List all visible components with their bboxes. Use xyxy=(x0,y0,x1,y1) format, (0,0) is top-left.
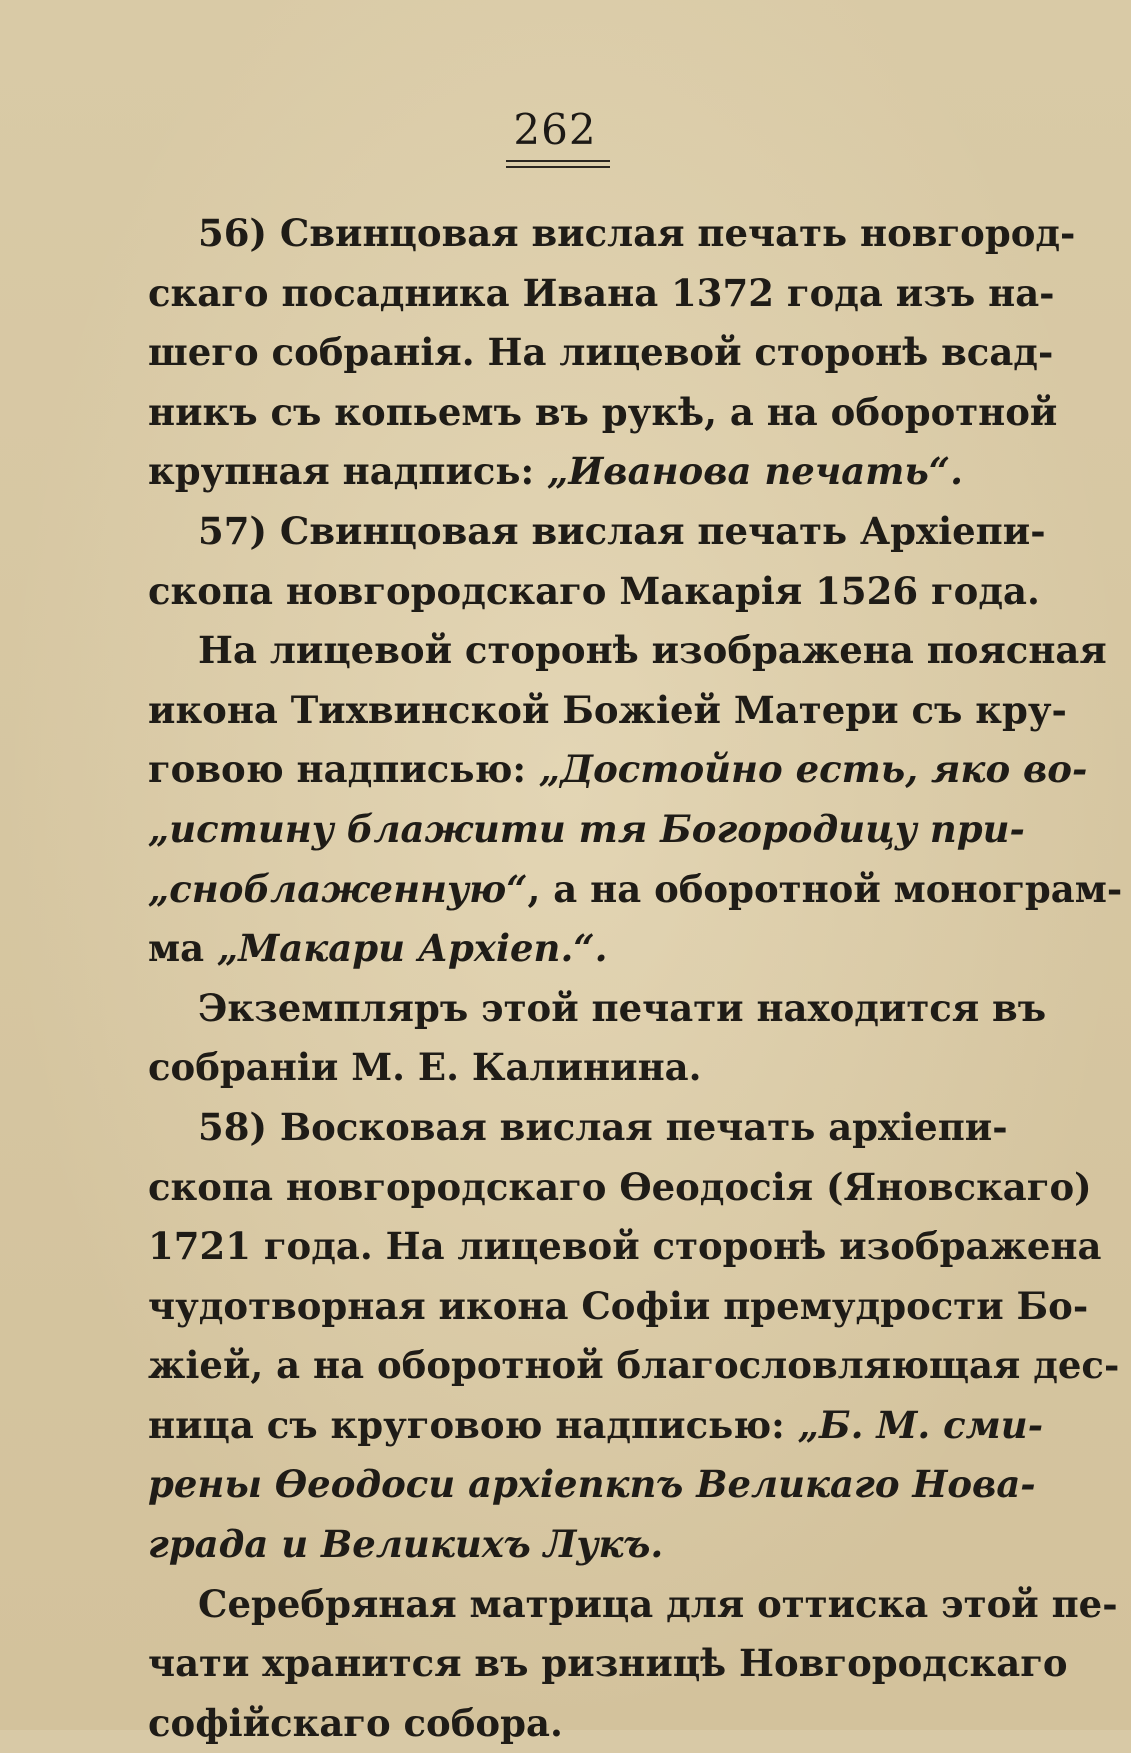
text-line xyxy=(148,1277,1089,1337)
text-segment: жіей, а на оборотной благословляющая дес- xyxy=(148,1343,1120,1388)
text-segment: Экземпляръ этой печати находится въ xyxy=(198,985,1047,1030)
text-line xyxy=(148,860,1123,920)
text-segment: 58) Восковая вислая печать архіепи- xyxy=(198,1104,1008,1149)
text-segment: 57) Свинцовая вислая печать Архіепи- xyxy=(198,508,1046,553)
text-line xyxy=(148,1575,1118,1635)
text-line xyxy=(148,1396,1044,1456)
italic-text: „Иванова печать“. xyxy=(547,449,963,494)
italic-text: „Б. М. сми- xyxy=(797,1402,1044,1447)
text-segment: крупная надпись: xyxy=(148,449,548,494)
text-line xyxy=(148,800,1025,860)
page-number-rule-bottom xyxy=(506,166,610,168)
page-number: 262 xyxy=(513,105,597,154)
text-segment: скопа новгородскаго Ѳеодосія (Яновскаго) xyxy=(148,1164,1092,1209)
text-line xyxy=(148,1634,1068,1694)
italic-text: „Макари Архіеп.“. xyxy=(217,926,608,971)
text-line xyxy=(148,383,1058,443)
text-line xyxy=(148,681,1067,741)
text-segment: скаго посадника Ивана 1372 года изъ на- xyxy=(148,270,1055,315)
text-segment: ма xyxy=(148,926,217,971)
text-segment: шего собранія. На лицевой сторонѣ всад- xyxy=(148,330,1054,375)
text-line xyxy=(148,740,1088,800)
text-segment: ница съ круговою надписью: xyxy=(148,1402,798,1447)
text-line xyxy=(148,502,1046,562)
body-text xyxy=(148,204,1123,1753)
text-segment: никъ съ копьемъ въ рукѣ, а на оборотной xyxy=(148,389,1058,434)
text-line xyxy=(148,1158,1092,1218)
text-segment: 56) Свинцовая вислая печать новгород- xyxy=(198,211,1076,255)
text-segment: скопа новгородскаго Макарія 1526 года. xyxy=(148,568,1040,613)
text-line xyxy=(148,264,1055,324)
text-segment: говою надписью: xyxy=(148,747,539,792)
page-number-rule-top xyxy=(506,160,610,162)
text-line xyxy=(148,204,1076,264)
italic-text: „снoблаженную“ xyxy=(148,866,528,911)
text-segment: На лицевой сторонѣ изображена поясная xyxy=(198,628,1107,673)
text-line xyxy=(148,919,984,979)
text-line xyxy=(148,562,1040,622)
italic-text: „Достойно есть, яко во- xyxy=(538,747,1088,792)
text-line xyxy=(148,323,1054,383)
text-segment: чати хранится въ ризницѣ Новгородскаго xyxy=(148,1641,1068,1686)
text-segment: Серебряная матрица для оттиска этой пе- xyxy=(198,1581,1118,1626)
text-line xyxy=(148,1694,984,1753)
text-line xyxy=(148,979,1047,1039)
italic-text: рены Ѳеодоси архіепкпъ Великаго Нова- xyxy=(148,1462,1036,1507)
text-segment: софійскаго собора. xyxy=(148,1700,563,1745)
italic-text: „истину блажити тя Богородицу при- xyxy=(148,806,1025,851)
text-segment: икона Тихвинской Божіей Матери съ кру- xyxy=(148,687,1067,732)
text-segment: собраніи М. Е. Калинина. xyxy=(148,1045,702,1090)
text-line xyxy=(148,1217,1102,1277)
italic-text: града и Великихъ Лукъ. xyxy=(148,1522,664,1567)
text-line xyxy=(148,1098,1008,1158)
text-line xyxy=(148,1038,984,1098)
text-line xyxy=(148,442,984,502)
text-line xyxy=(148,1515,984,1575)
text-line xyxy=(148,1336,1120,1396)
text-segment: , а на оборотной монограм- xyxy=(527,866,1123,911)
text-line xyxy=(148,1455,1036,1515)
text-segment: 1721 года. На лицевой сторонѣ изображена xyxy=(148,1224,1102,1269)
text-segment: чудотворная икона Софіи премудрости Бо- xyxy=(148,1283,1089,1328)
text-line xyxy=(148,621,1107,681)
